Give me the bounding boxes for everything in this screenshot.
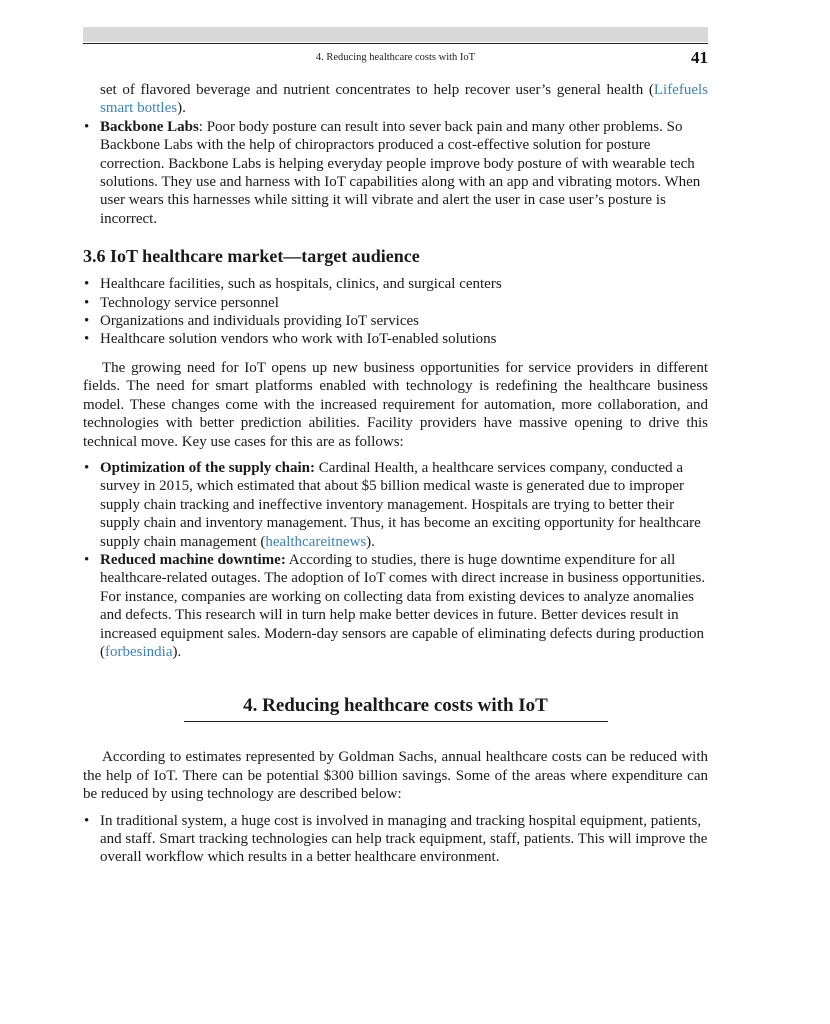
market-paragraph: The growing need for IoT opens up new business opportunities for service providers in different fields. The need for smart platforms enabled with technology is redefining the healthcare business model. These changes come with the increased requirement for automation, more collaboration, and technologies with better prediction abilities. Facility providers have massive opening to drive this technical move. Key use cases for this are as follows:: [83, 359, 708, 450]
chapter-heading: 4. Reducing healthcare costs with IoT: [184, 695, 608, 722]
lifefuels-link[interactable]: Lifefuels smart bottles: [100, 82, 708, 117]
section-heading: 3.6 IoT healthcare market—target audience: [83, 246, 420, 267]
continued-list: [83, 118, 708, 228]
healthcareitnews-link[interactable]: healthcareitnews: [265, 533, 367, 550]
forbesindia-link[interactable]: forbesindia: [105, 643, 173, 660]
continued-bullet-text: set of flavored beverage and nutrient concentrates to help recover user’s general health (Lifefuels smart bottles).: [100, 82, 708, 117]
list-item: • In traditional system, a huge cost is involved in managing and tracking hospital equipment, patients, and staff. Smart tracking technologies can help track equipment, staff, patients. This will improve the overall workflow which results in a better healthcare environment.: [83, 812, 708, 867]
list-item-machine-downtime: • Reduced machine downtime: According to studies, there is huge downtime expenditure for all healthcare-related outages. The adoption of IoT comes with direct increase in business opportunities. For instance, companies are working on collecting data from existing devices to analyze anomalies and defects. This research will in turn help make better devices in future. Better devices result in increased equipment sales. Modern-day sensors are capable of eliminating defects during production (forbesindia).: [83, 551, 708, 661]
chapter-paragraph: According to estimates represented by Goldman Sachs, annual healthcare costs can be reduced with the help of IoT. There can be potential $300 billion savings. Some of the areas where expenditure can be reduced by using technology are described below:: [83, 749, 708, 803]
use-cases-list: [83, 459, 708, 661]
header-bar: [83, 27, 708, 42]
page-body: [83, 81, 708, 867]
cost-list: [83, 812, 708, 867]
header-rule: [83, 43, 708, 44]
running-head: 4. Reducing healthcare costs with IoT: [315, 52, 476, 63]
list-item-backbone-labs: • Backbone Labs: Poor body posture can result into sever back pain and many other problems. So Backbone Labs with the help of chiropractors produced a cost-effective solution for posture correction. Backbone Labs is helping everyday people improve body posture of with wearable tech solutions. They use and harness with IoT capabilities along with an app and vibrating motors. When user wears this harnesses while sitting it will vibrate and alert the user in case user’s posture is incorrect.: [83, 118, 708, 228]
list-item: • Organizations and individuals providing IoT services: [83, 312, 708, 330]
list-item-supply-chain: • Optimization of the supply chain: Cardinal Health, a healthcare services company, conducted a survey in 2015, which estimated that about $5 billion medical waste is generated due to improper supply chain tracking and ineffective inventory management. Hospitals are trying to better their supply chain and inventory management. Thus, it has become an exciting opportunity for healthcare supply chain management (healthcareitnews).: [83, 459, 708, 551]
list-item: • Healthcare facilities, such as hospitals, clinics, and surgical centers: [83, 275, 708, 293]
audience-list: [83, 275, 708, 349]
list-item: • Technology service personnel: [83, 294, 708, 312]
page-number: 41: [691, 48, 708, 67]
list-item: • Healthcare solution vendors who work with IoT-enabled solutions: [83, 330, 708, 348]
